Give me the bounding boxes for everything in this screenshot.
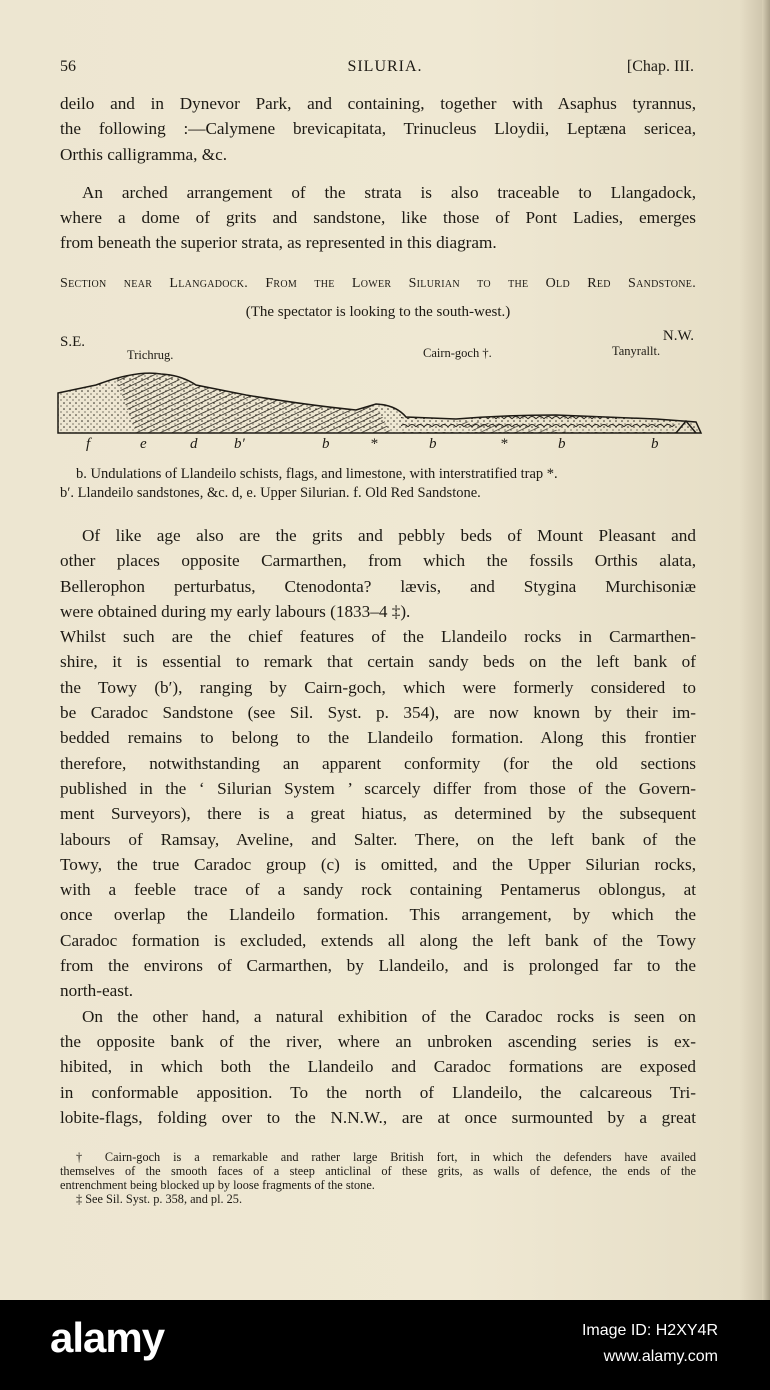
text-line: north-east. (60, 981, 134, 1001)
watermark-url: www.alamy.com (603, 1348, 718, 1365)
footnote-line: ‡ See Sil. Syst. p. 358, and pl. 25. (76, 1192, 243, 1206)
text-line: bedded remains to belong to the Llandeilo formation. Along this frontier (60, 728, 696, 748)
stratum-label: f (86, 436, 91, 452)
text-line: with a feeble trace of a sandy rock containing Pentamerus oblongus, at (60, 880, 696, 900)
text-line: once overlap the Llandeilo formation. This arrangement, by which the (60, 905, 696, 925)
text-line: lobite-flags, folding over to the N.N.W., are at once surmounted by a great (60, 1107, 696, 1127)
stock-watermark-bar (0, 1300, 770, 1390)
text-line: On the other hand, a natural exhibition of the Caradoc rocks is seen on (82, 1006, 696, 1026)
text-line: shire, it is essential to remark that certain sandy beds on the left bank of (60, 652, 696, 672)
text-line: from the environs of Carmarthen, by Llandeilo, and is prolonged far to the (60, 956, 696, 976)
stratum-label: b′ (234, 436, 245, 452)
text-line: An arched arrangement of the strata is also traceable to Llangadock, (82, 182, 696, 202)
text-line: deilo and in Dynevor Park, and containing, together with Asaphus tyrannus, (60, 94, 696, 113)
text-line: ment Surveyors), there is a great hiatus, as determined by the subsequent (60, 804, 696, 824)
text-line: were obtained during my early labours (1833–4 ‡). (60, 601, 411, 621)
stratum-label: b (558, 436, 566, 452)
text-line: published in the ‘ Silurian System ’ scarcely differ from those of the Govern- (60, 778, 696, 798)
page-spine-shadow (762, 0, 770, 1300)
text-line: from beneath the superior strata, as represented in this diagram. (60, 233, 497, 253)
text-line: therefore, notwithstanding an apparent conformity (for the old sections (60, 753, 696, 773)
figure-caption (60, 465, 696, 503)
text-line: where a dome of grits and sandstone, like those of Pont Ladies, emerges (60, 208, 696, 228)
text-line: Whilst such are the chief features of the Llandeilo rocks in Carmarthen- (60, 627, 696, 647)
stratum-label: b (651, 436, 659, 452)
footnote-line: themselves of the smooth faces of a steep anticlinal of these grits, as walls of defence, the ends of the (60, 1164, 696, 1178)
direction-right: N.W. (662, 328, 694, 344)
stratum-label: * (370, 436, 378, 452)
text-line: Of like age also are the grits and pebbly beds of Mount Pleasant and (82, 526, 696, 545)
footnote-line: entrenchment being blocked up by loose fragments of the stone. (60, 1178, 375, 1192)
text-line: be Caradoc Sandstone (see Sil. Syst. p. 354), are now known by their im- (60, 703, 696, 723)
caption-line: b′. Llandeilo sandstones, &c. d, e. Upper Silurian. f. Old Red Sandstone. (60, 485, 481, 501)
text-bottom (60, 523, 696, 1130)
text-line: the following :—Calymene brevicapitata, Trinucleus Lloydii, Leptæna sericea, (60, 119, 696, 139)
text-line: Towy, the true Caradoc group (c) is omitted, and the Upper Silurian rocks, (60, 854, 696, 874)
text-top (60, 91, 696, 256)
stratum-label: b (429, 436, 437, 452)
footnotes (60, 1150, 696, 1206)
stratum-label: e (140, 436, 147, 452)
text-line: hibited, in which both the Llandeilo and Caradoc formations are exposed (60, 1057, 696, 1077)
footnote-line: † Cairn-goch is a remarkable and rather large British fort, in which the defenders have availed (76, 1150, 696, 1164)
caption-line: b. Undulations of Llandeilo schists, flags, and limestone, with interstratified trap *. (76, 466, 558, 482)
text-line: Caradoc formation is excluded, extends all along the left bank of the Towy (60, 930, 696, 950)
place-label: Tanyrallt. (612, 344, 661, 358)
chapter-label: [Chap. III. (626, 58, 694, 75)
figure-title: Section near Llangadock. From the Lower Silurian to the Old Red Sandstone. (60, 276, 696, 291)
text-line: Bellerophon perturbatus, Ctenodonta? lævis, and Stygina Murchisoniæ (60, 576, 696, 596)
text-line: Orthis calligramma, &c. (60, 144, 228, 164)
text-line: the Towy (b′), ranging by Cairn-goch, which were formerly considered to (60, 677, 696, 697)
text-line: the opposite bank of the river, where an unbroken ascending series is ex- (60, 1031, 696, 1051)
text-line: other places opposite Carmarthen, from which the fossils Orthis alata, (60, 551, 696, 571)
stratum-label: * (500, 436, 508, 452)
alamy-logo: alamy (50, 1314, 165, 1361)
image-id: Image ID: H2XY4R (581, 1322, 718, 1339)
place-label: Cairn-goch †. (423, 346, 492, 360)
figure-subtitle: (The spectator is looking to the south-west.) (245, 304, 511, 320)
text-line: in conformable apposition. To the north of Llandeilo, the calcareous Tri- (60, 1082, 696, 1102)
running-title: SILURIA. (347, 58, 423, 75)
text-line: labours of Ramsay, Aveline, and Salter. There, on the left bank of the (60, 829, 696, 849)
geological-section-diagram (56, 365, 706, 437)
stratum-label: b (322, 436, 330, 452)
place-label: Trichrug. (127, 348, 174, 362)
page-number: 56 (60, 58, 76, 75)
stratum-label: d (190, 436, 198, 452)
direction-left: S.E. (60, 334, 86, 350)
